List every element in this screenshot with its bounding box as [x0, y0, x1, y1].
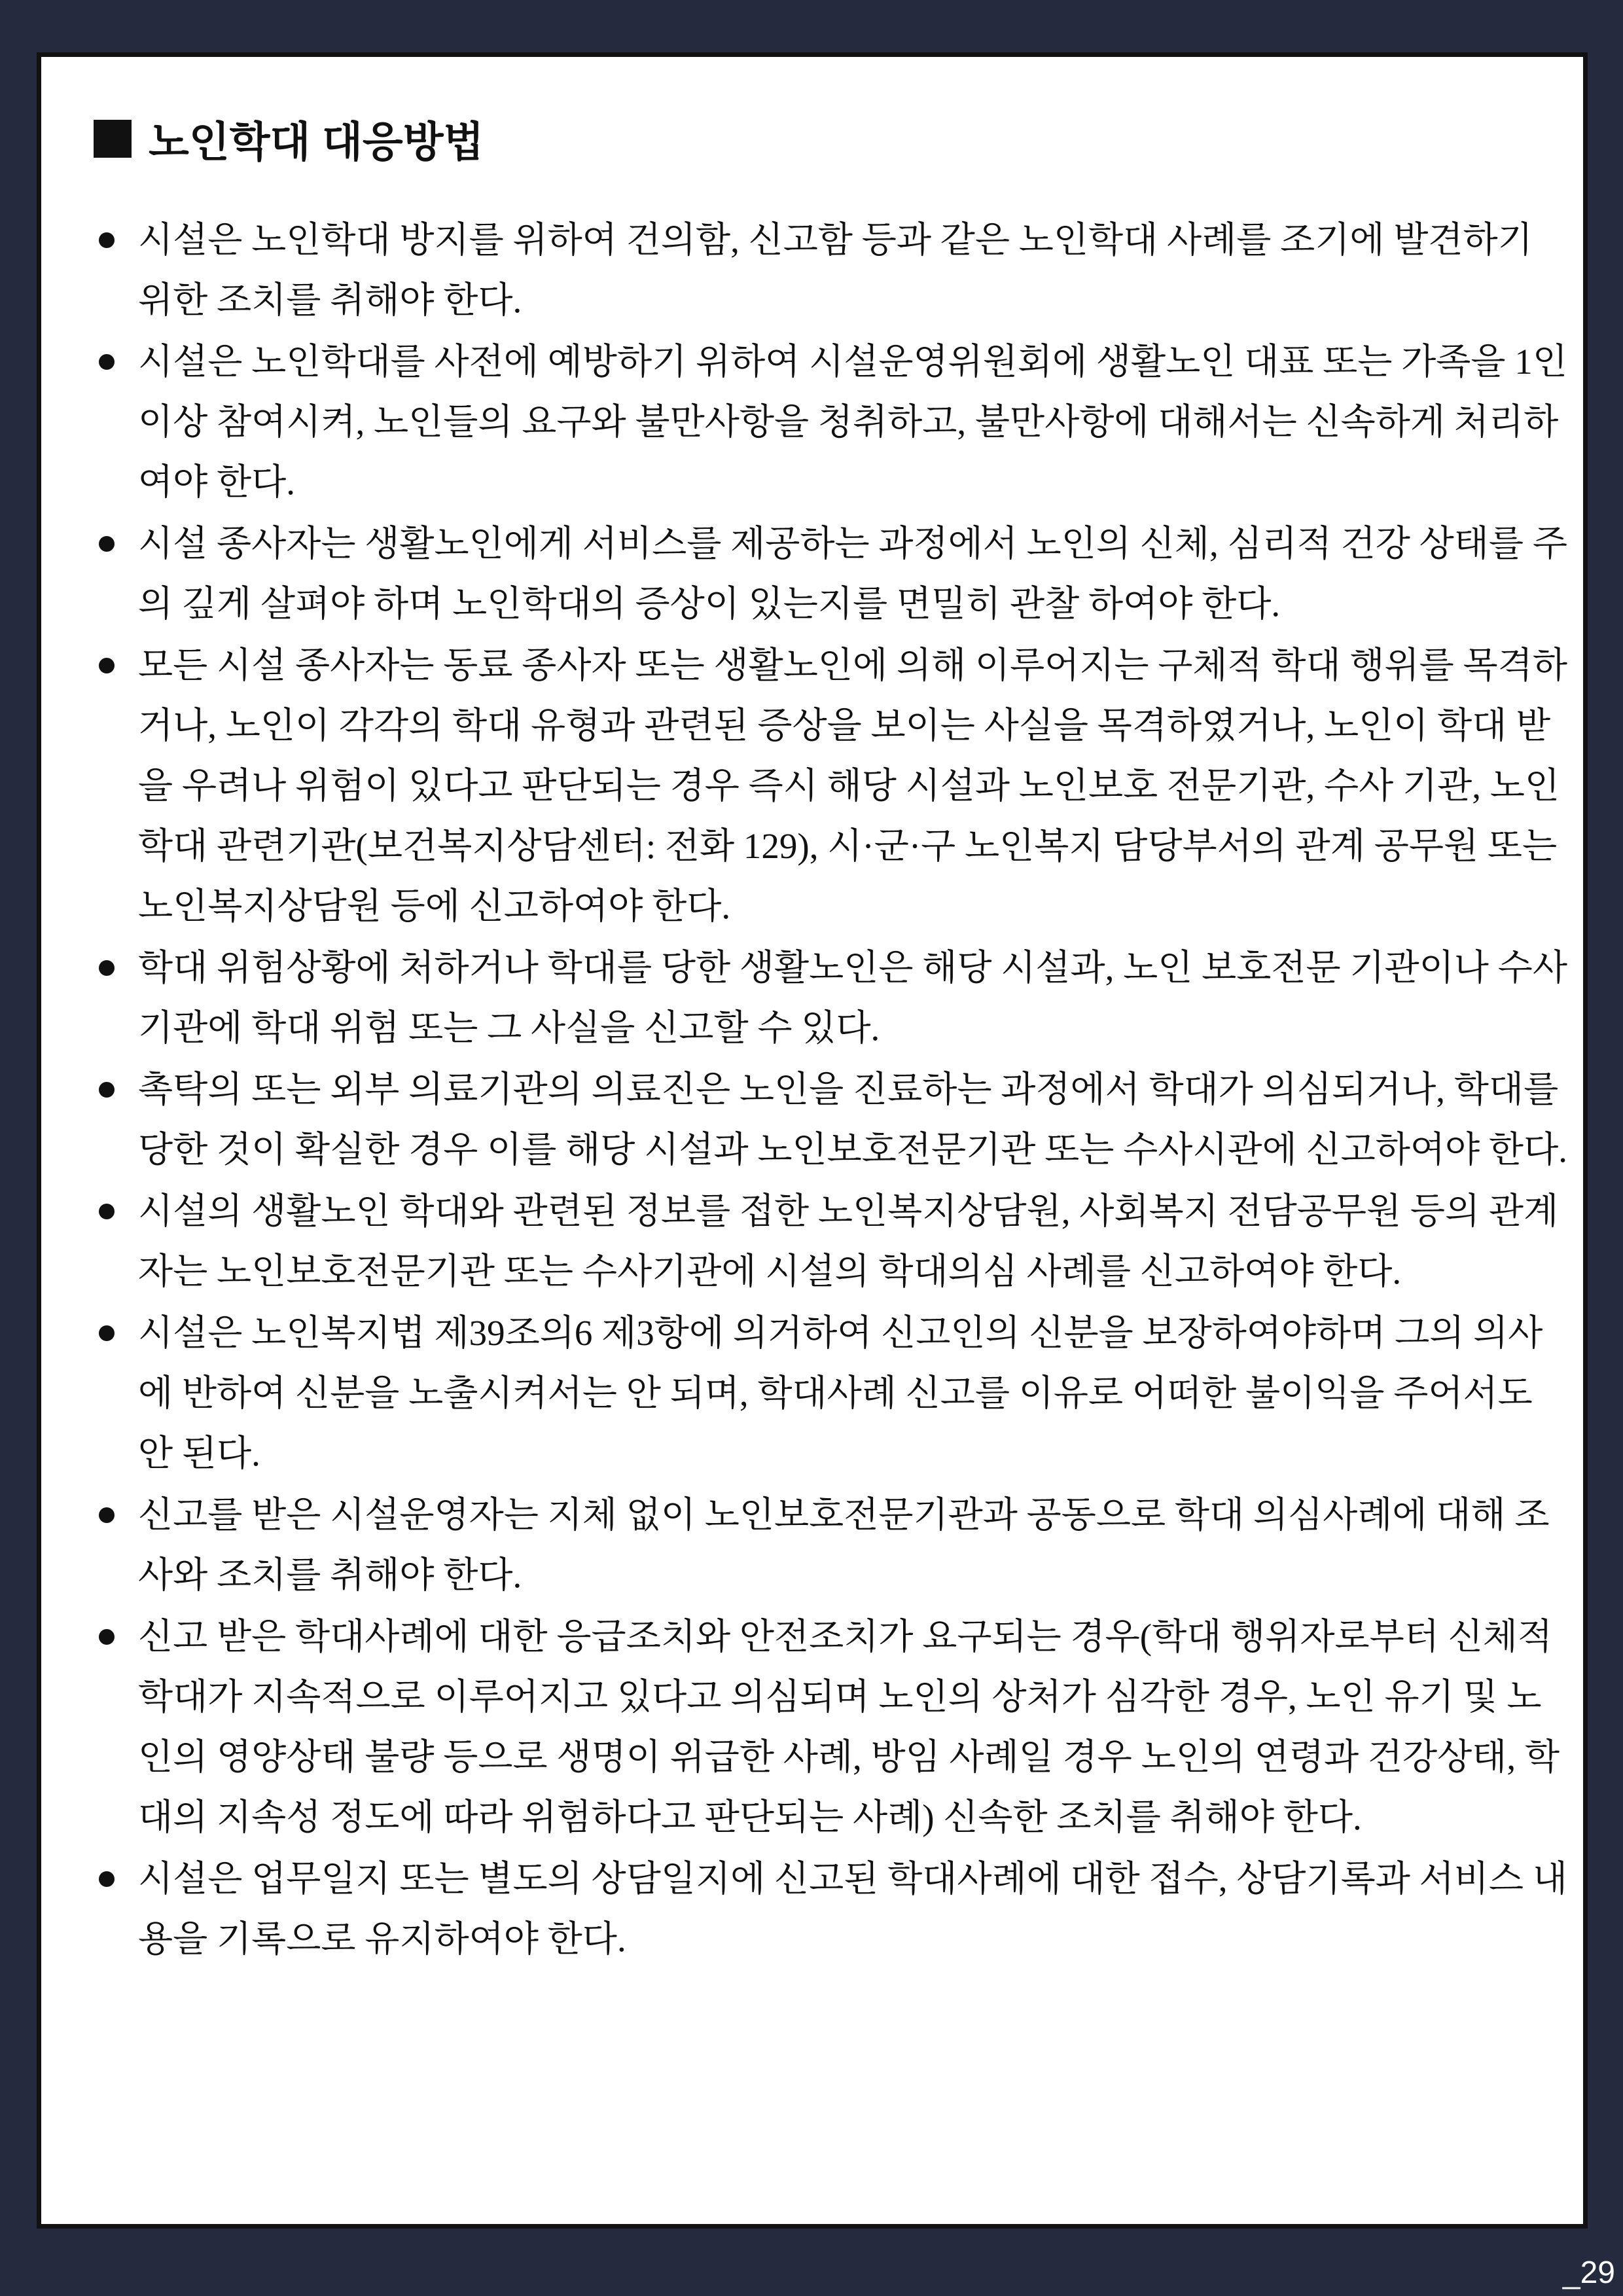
- bullet-icon: [99, 232, 115, 248]
- bullet-icon: [99, 658, 115, 673]
- list-item: [94, 1849, 1573, 1969]
- list-item-text: 시설의 생활노인 학대와 관련된 정보를 접한 노인복지상담원, 사회복지 전담공무원 등의 관계자는 노인보호전문기관 또는 수사기관에 시설의 학대의심 사례를 신고하여야 한다.: [138, 1191, 1559, 1291]
- document-page: [37, 52, 1588, 2229]
- bullet-icon: [99, 1325, 115, 1341]
- list-item-text: 시설은 노인학대 방지를 위하여 건의함, 신고함 등과 같은 노인학대 사례를 조기에 발견하기 위한 조치를 취해야 한다.: [138, 220, 1533, 320]
- list-item: [94, 636, 1573, 937]
- bullet-icon: [99, 1204, 115, 1219]
- list-item: [94, 1485, 1573, 1605]
- list-item: [94, 938, 1573, 1058]
- list-item: [94, 210, 1573, 331]
- bullet-icon: [99, 1629, 115, 1645]
- square-bullet-icon: [94, 120, 132, 158]
- list-item-text: 학대 위험상황에 처하거나 학대를 당한 생활노인은 해당 시설과, 노인 보호전문 기관이나 수사기관에 학대 위험 또는 그 사실을 신고할 수 있다.: [138, 948, 1567, 1048]
- page-number: _29: [1562, 2255, 1615, 2290]
- list-item-text: 시설은 노인복지법 제39조의6 제3항에 의거하여 신고인의 신분을 보장하여야하며 그의 의사에 반하여 신분을 노출시켜서는 안 되며, 학대사례 신고를 이유로 어떠한 불이익을 주어서도 안 된다.: [138, 1313, 1543, 1473]
- list-item-text: 시설 종사자는 생활노인에게 서비스를 제공하는 과정에서 노인의 신체, 심리적 건강 상태를 주의 깊게 살펴야 하며 노인학대의 증상이 있는지를 면밀히 관찰 하여야 한다.: [138, 524, 1567, 624]
- list-item: [94, 1607, 1573, 1848]
- list-item-text: 시설은 업무일지 또는 별도의 상담일지에 신고된 학대사례에 대한 접수, 상담기록과 서비스 내용을 기록으로 유지하여야 한다.: [138, 1859, 1567, 1959]
- bullet-icon: [99, 354, 115, 370]
- list-item: [94, 1181, 1573, 1302]
- guideline-list: [94, 210, 1573, 1969]
- bullet-icon: [99, 960, 115, 976]
- list-item-text: 신고 받은 학대사례에 대한 응급조치와 안전조치가 요구되는 경우(학대 행위자로부터 신체적 학대가 지속적으로 이루어지고 있다고 의심되며 노인의 상처가 심각한 경우, 노인 유기 및 노인의 영양상태 불량 등으로 생명이 위급한 사례, 방임 사례일 경우 노인의 연령과 건강상태, 학대의 지속성 정도에 따라 위험하다고 판단되는 사례) 신속한 조치를 취해야 한다.: [138, 1617, 1560, 1837]
- section-heading-text: 노인학대 대응방법: [149, 118, 484, 166]
- bullet-icon: [99, 536, 115, 552]
- bullet-icon: [99, 1082, 115, 1098]
- section-heading: [94, 103, 1573, 175]
- list-item-text: 모든 시설 종사자는 동료 종사자 또는 생활노인에 의해 이루어지는 구체적 학대 행위를 목격하거나, 노인이 각각의 학대 유형과 관련된 증상을 보이는 사실을 목격하였거나, 노인이 학대 받을 우려나 위험이 있다고 판단되는 경우 즉시 해당 시설과 노인보호 전문기관, 수사 기관, 노인학대 관련기관(보건복지상담센터: 전화 129), 시·군·구 노인복지 담당부서의 관계 공무원 또는 노인복지상담원 등에 신고하여야 한다.: [138, 645, 1567, 926]
- bullet-icon: [99, 1871, 115, 1887]
- list-item: [94, 332, 1573, 512]
- page-content: [94, 103, 1573, 1971]
- bullet-icon: [99, 1507, 115, 1523]
- list-item: [94, 514, 1573, 634]
- list-item-text: 촉탁의 또는 외부 의료기관의 의료진은 노인을 진료하는 과정에서 학대가 의심되거나, 학대를 당한 것이 확실한 경우 이를 해당 시설과 노인보호전문기관 또는 수사시관에 신고하여야 한다.: [138, 1069, 1567, 1170]
- list-item-text: 신고를 받은 시설운영자는 지체 없이 노인보호전문기관과 공동으로 학대 의심사례에 대해 조사와 조치를 취해야 한다.: [138, 1495, 1550, 1595]
- list-item: [94, 1303, 1573, 1484]
- list-item-text: 시설은 노인학대를 사전에 예방하기 위하여 시설운영위원회에 생활노인 대표 또는 가족을 1인 이상 참여시켜, 노인들의 요구와 불만사항을 청취하고, 불만사항에 대해서는 신속하게 처리하여야 한다.: [138, 342, 1567, 502]
- list-item: [94, 1060, 1573, 1180]
